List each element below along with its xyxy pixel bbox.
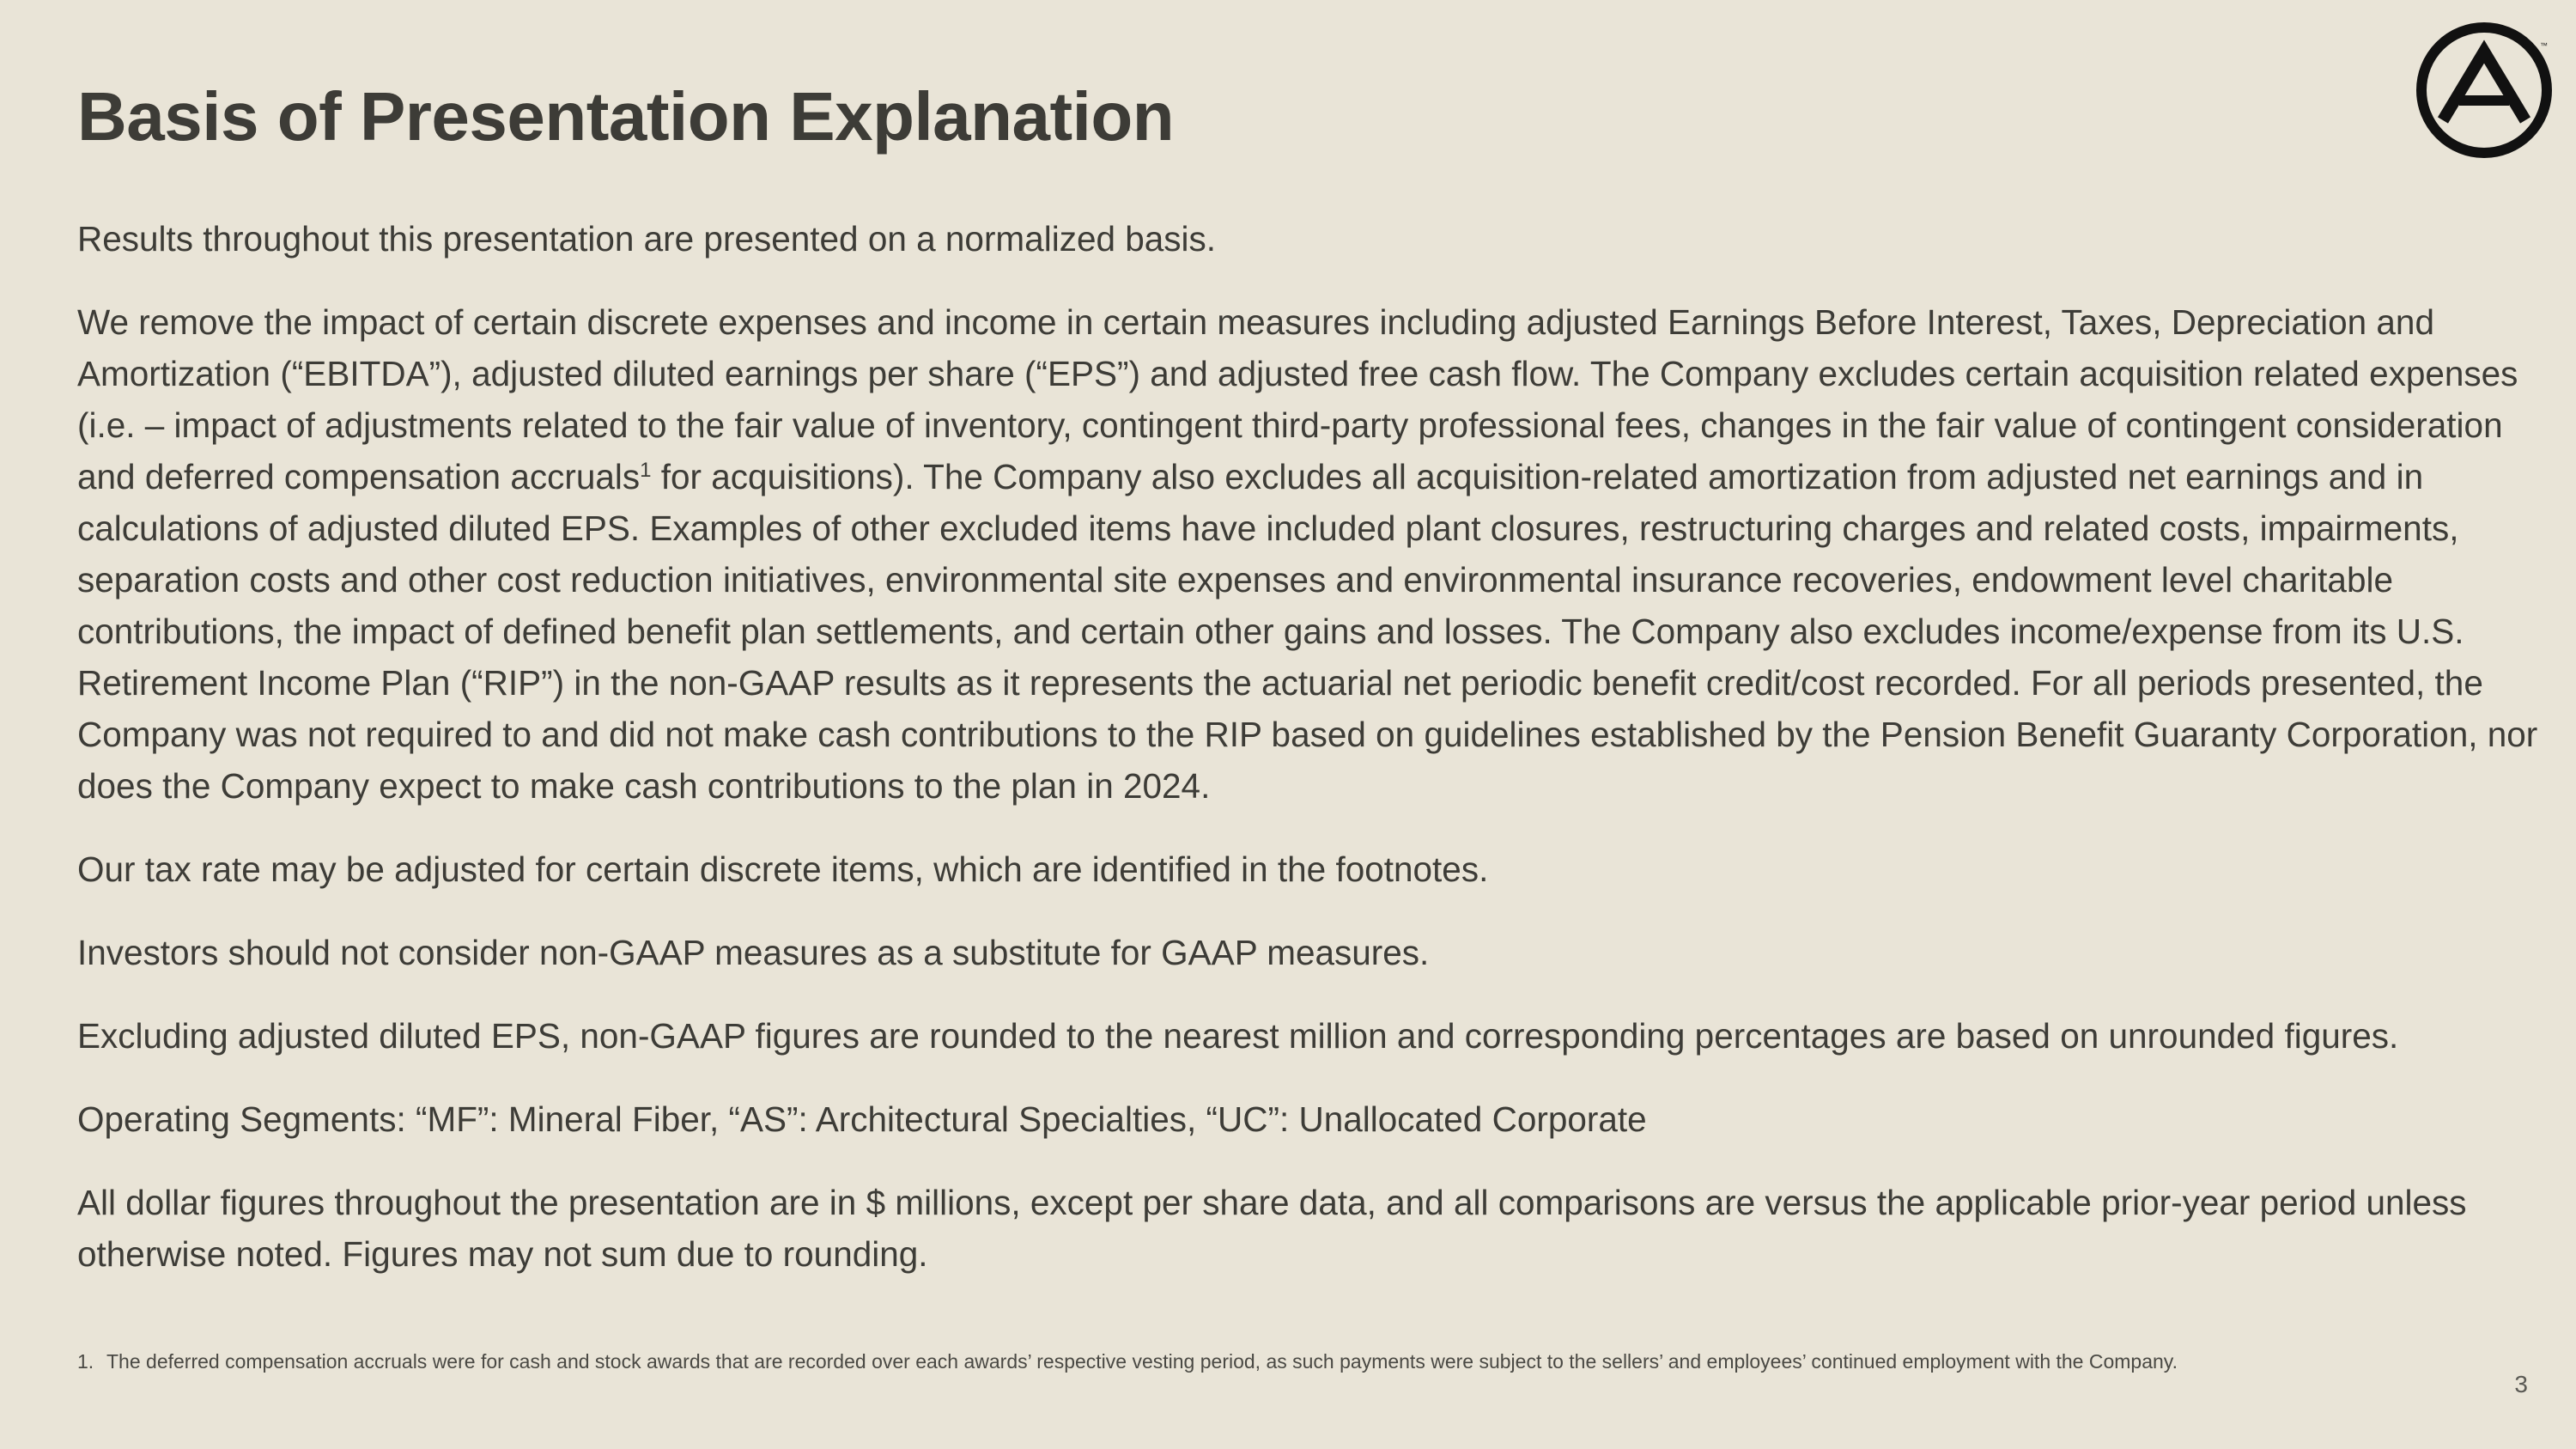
paragraph-dollar-figures: All dollar figures throughout the presentation are in $ millions, except per share data, and all comparisons are versus the applicable prior-year period unless otherwise noted. Figures may not sum due to rounding. [77, 1183, 2467, 1274]
footnote-text: The deferred compensation accruals were for cash and stock awards that are recorded over each awards’ respective vesting period, as such payments were subject to the sellers’ and employees’ continued employment with the Company. [106, 1350, 2178, 1373]
paragraph-tax-rate: Our tax rate may be adjusted for certain discrete items, which are identified in the footnotes. [77, 849, 1489, 889]
paragraph-operating-segments: Operating Segments: “MF”: Mineral Fiber, “AS”: Architectural Specialties, “UC”: Unallocated Corporate [77, 1099, 1647, 1139]
paragraph-excluded-items-part1: We remove the impact of certain discrete expenses and income in certain measures including adjusted Earnings Before Interest, Taxes, Depreciation and Amortization (“EBITDA”), adjusted diluted earnings per share (“EPS”) and adjusted free cash flow. The Company excludes certain acquisition related expenses (i.e. – impact of adjustments related to the fair value of inventory, contingent third-party professional fees, changes in the fair value of contingent consideration and deferred compensation accruals [77, 302, 2518, 496]
trademark-symbol: ™ [2540, 41, 2548, 50]
body-text [77, 213, 2550, 1312]
paragraph-non-gaap: Investors should not consider non-GAAP measures as a substitute for GAAP measures. [77, 933, 1430, 972]
paragraph-excluded-items [77, 296, 2550, 812]
footnote-reference: 1 [640, 459, 652, 482]
page-number: 3 [2514, 1371, 2528, 1397]
paragraph-normalized-basis: Results throughout this presentation are presented on a normalized basis. [77, 219, 1217, 259]
paragraph-rounding: Excluding adjusted diluted EPS, non-GAAP figures are rounded to the nearest million and corresponding percentages are based on unrounded figures. [77, 1016, 2399, 1056]
footnote [77, 1347, 2241, 1376]
paragraph-excluded-items-part2: for acquisitions). The Company also excludes all acquisition-related amortization from adjusted net earnings and in calculations of adjusted diluted EPS. Examples of other excluded items have included plant closures, restructuring charges and related costs, impairments, separation costs and other cost reduction initiatives, environmental site expenses and environmental insurance recoveries, endowment level charitable contributions, the impact of defined benefit plan settlements, and certain other gains and losses. The Company also excludes income/expense from its U.S. Retirement Income Plan (“RIP”) in the non-GAAP results as it represents the actuarial net periodic benefit credit/cost recorded. For all periods presented, the Company was not required to and did not make cash contributions to the RIP based on guidelines established by the Pension Benefit Guaranty Corporation, nor does the Company expect to make cash contributions to the plan in 2024. [77, 457, 2538, 806]
footnote-number: 1. [77, 1350, 94, 1373]
slide-title: Basis of Presentation Explanation [77, 78, 1175, 155]
circled-a-logo-icon [2415, 21, 2554, 160]
